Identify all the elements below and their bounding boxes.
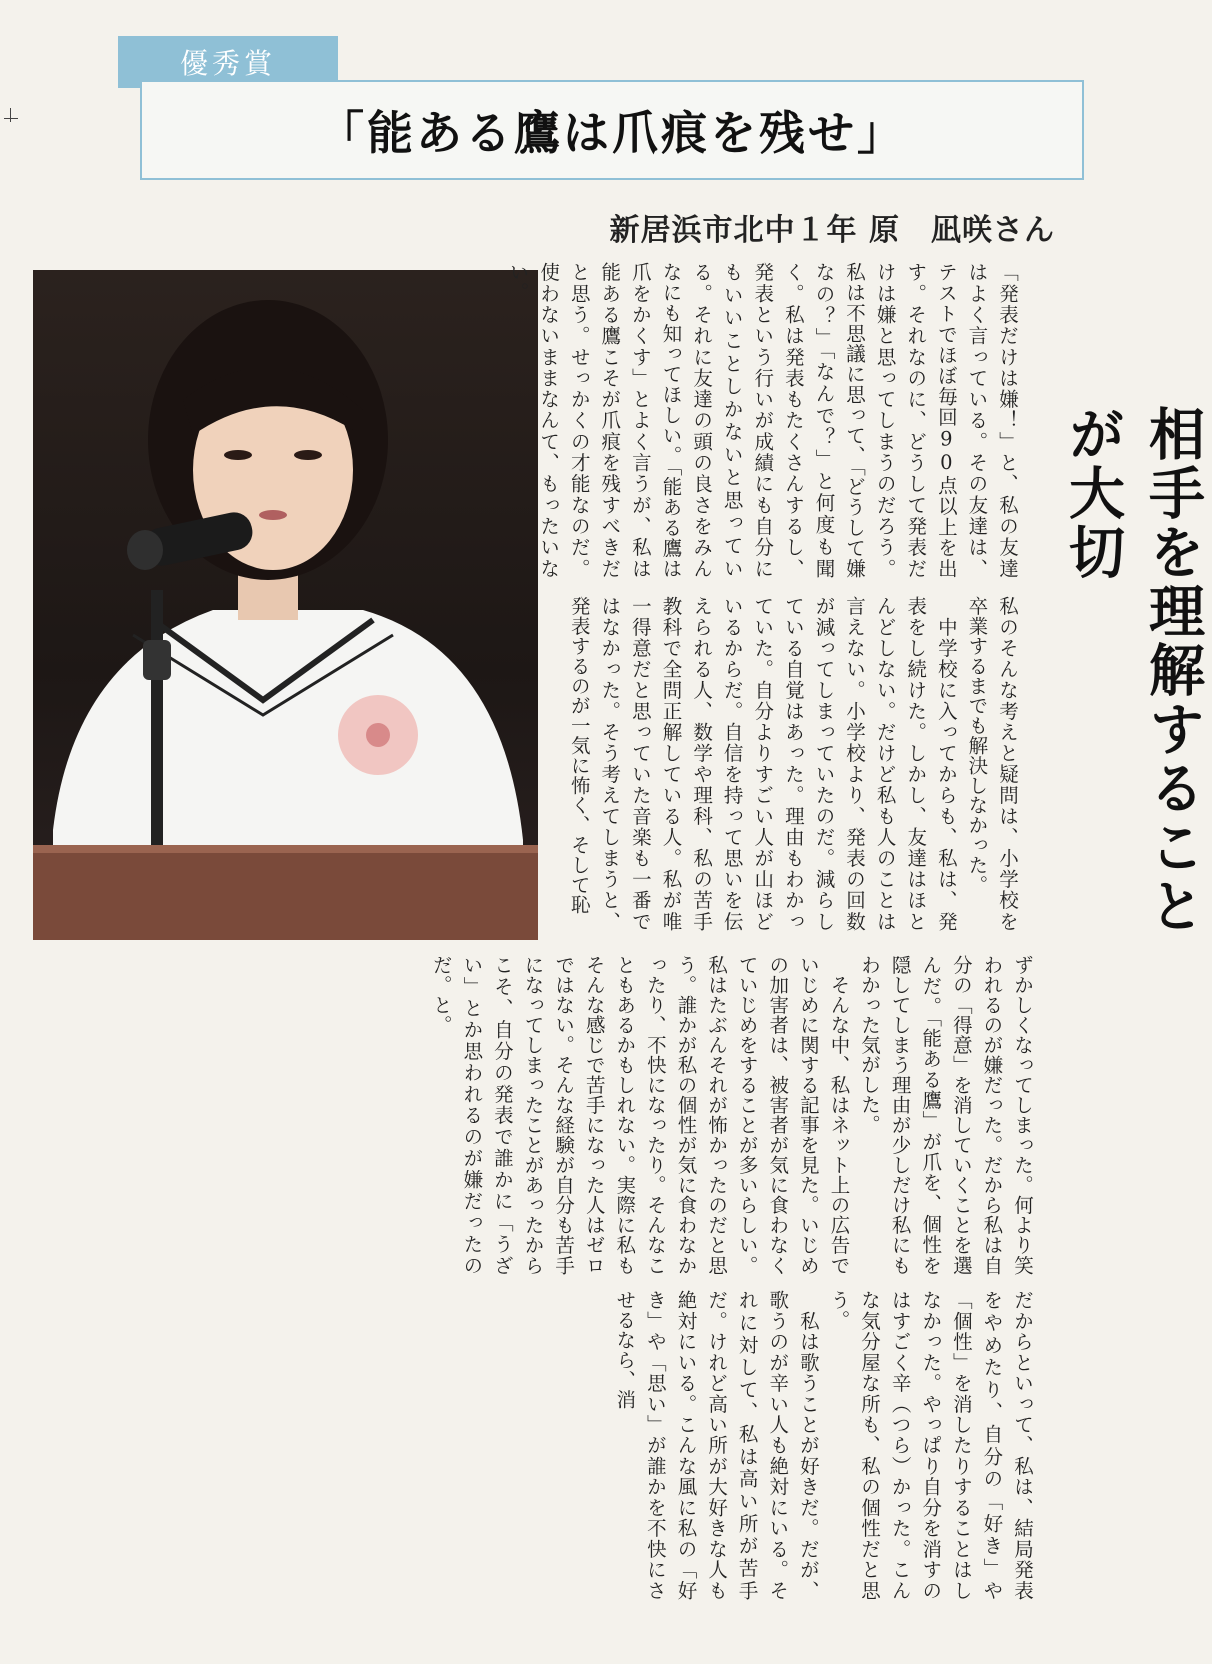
speaker-photo-illustration: [33, 270, 538, 940]
microphone-stand: [151, 590, 163, 845]
title-box: [140, 80, 1084, 180]
author-byline: 新居浜市北中１年 原 凪咲さん: [609, 213, 1055, 248]
body-column-4: だからといって、私は、結局発表をやめたり、自分の「好き」や「個性」を消したりすることはしなかった。やっぱり自分を消すのはすごく辛（つら）かった。こんな気分屋な所も、私の個性だと思う。 私は歌うことが好きだ。だが、歌うのが辛い人も絶対にいる。それに対して、私は高い所が苦手だ。けれど高い所が大好きな人も絶対にいる。こんな風に私の「好き」や「思い」が誰かを不快にさせるなら、消: [613, 1290, 1034, 1600]
award-label: 優秀賞: [118, 36, 338, 88]
body-column-1: 「発表だけは嫌！」と、私の友達はよく言っている。その友達は、テストでほぼ毎回90点以上を出す。それなのに、どうして発表だけは嫌と思ってしまうのだろう。私は不思議に思って、「どうして嫌なの？」「なんで？」と何度も聞く。私は発表もたくさんするし、発表という行いが成績にも自分にもいいことしかないと思っている。それに友達の頭の良さをみんなにも知ってほしい。「能ある鷹は爪をかくす」とよく言うが、私は能ある鷹こそが爪痕を残すべきだと思う。せっかくの才能なのだ。使わないままなんて、もったいない。: [506, 262, 1019, 578]
uniform: [53, 610, 523, 845]
podium: [33, 845, 538, 940]
crop-mark-vertical: [10, 108, 11, 122]
body-column-2: 私のそんな考えと疑問は、小学校を卒業するまでも解決しなかった。 中学校に入ってからも、私は、発表をし続けた。しかし、友達はほとんどしない。だけど私も人のことは言えない。小学校より、発表の回数が減ってしまっていたのだ。減らしている自覚はあった。理由もわかっていた。自分よりすごい人が山ほどいるからだ。自信を持って思いを伝えられる人、数学や理科、私の苦手教科で全問正解している人。私が唯一得意だと思っていた音楽も一番ではなかった。そう考えてしまうと、発表するのが一気に怖く、そして恥: [567, 596, 1019, 931]
article-title: 「能ある鷹は爪痕を残せ」: [318, 106, 906, 160]
crop-mark: [4, 118, 18, 119]
headline: 相手を理解することが大切: [1060, 405, 1205, 936]
body-column-3: ずかしくなってしまった。何より笑われるのが嫌だった。だから私は自分の「得意」を消していくことを選んだ。「能ある鷹」が爪を、個性を隠してしまう理由が少しだけ私にもわかった気がした。 そんな中、私はネット上の広告でいじめに関する記事を見た。いじめの加害者は、被害者が気に食わなくていじめをすることが多いらしい。私はたぶんそれが怖かったのだと思う。誰かが私の個性が気に食わなかったり、不快になったり。そんなこともあるかもしれない。実際に私もそんな感じで苦手になった人はゼロではない。そんな経験が自分も苦手になってしまったことがあったからこそ、自分の発表で誰かに「うざい」とか思われるのが嫌だったのだ。と。: [429, 955, 1034, 1275]
speaker-photo: [33, 270, 538, 940]
